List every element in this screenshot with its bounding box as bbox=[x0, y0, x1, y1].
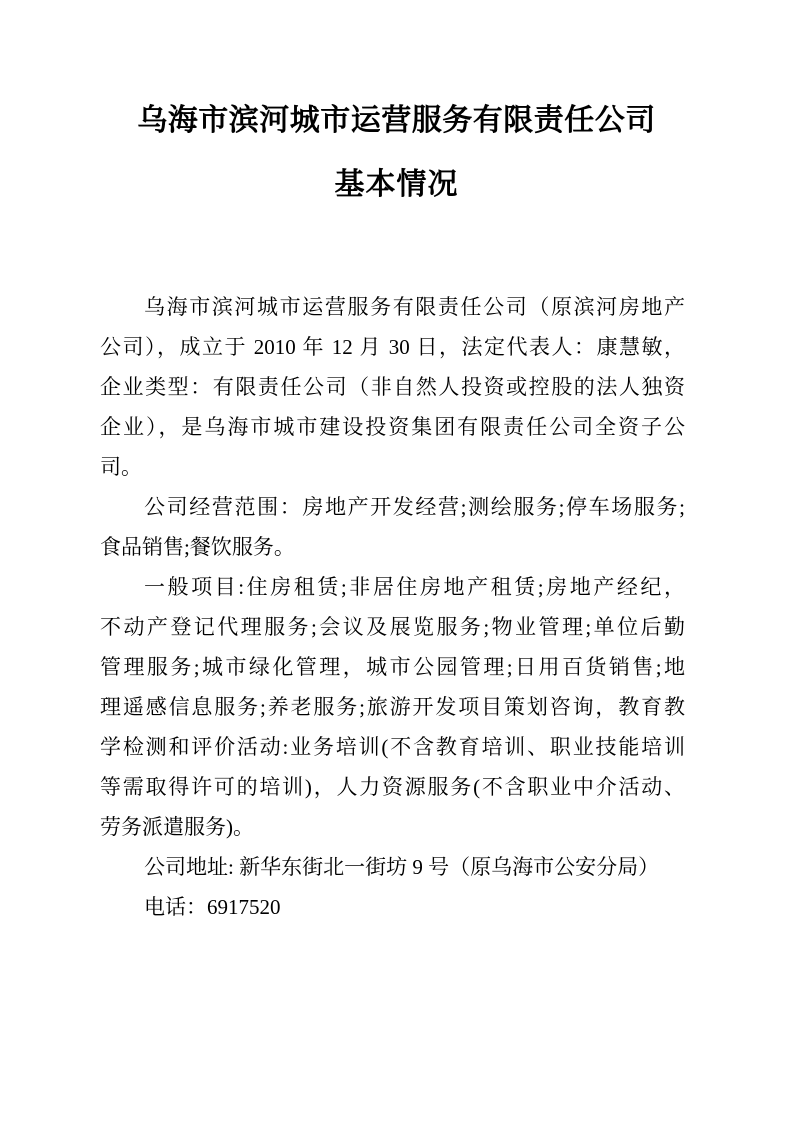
paragraph-intro bbox=[100, 287, 685, 487]
paragraph-address bbox=[100, 847, 685, 887]
text-line: 管理服务;城市绿化管理，城市公园管理;日用百货销售;地 bbox=[100, 655, 685, 679]
text-line: 劳务派遣服务)。 bbox=[100, 815, 254, 839]
text-line: 乌海市滨河城市运营服务有限责任公司（原滨河房地产 bbox=[144, 295, 685, 319]
document-body bbox=[100, 287, 685, 927]
text-line: 公司经营范围：房地产开发经营;测绘服务;停车场服务; bbox=[144, 495, 685, 519]
text-line: 等需取得许可的培训)，人力资源服务(不含职业中介活动、 bbox=[100, 775, 685, 799]
text-line: 司。 bbox=[100, 455, 142, 479]
text-line: 不动产登记代理服务;会议及展览服务;物业管理;单位后勤 bbox=[100, 615, 685, 639]
text-line: 公司），成立于 2010 年 12 月 30 日，法定代表人：康慧敏， bbox=[100, 335, 685, 359]
company-address-line: 公司地址: 新华东街北一街坊 9 号（原乌海市公安分局） bbox=[144, 855, 660, 879]
text-line: 企业），是乌海市城市建设投资集团有限责任公司全资子公 bbox=[100, 415, 685, 439]
paragraph-phone bbox=[100, 887, 685, 927]
text-line: 企业类型：有限责任公司（非自然人投资或控股的法人独资 bbox=[100, 375, 685, 399]
company-phone-line: 电话：6917520 bbox=[144, 895, 281, 919]
text-line: 理遥感信息服务;养老服务;旅游开发项目策划咨询，教育教 bbox=[100, 695, 685, 719]
paragraph-general-projects bbox=[100, 567, 685, 847]
text-line: 学检测和评价活动:业务培训(不含教育培训、职业技能培训 bbox=[100, 735, 685, 759]
text-line: 一般项目:住房租赁;非居住房地产租赁;房地产经纪， bbox=[144, 575, 685, 599]
text-line: 食品销售;餐饮服务。 bbox=[100, 535, 295, 559]
paragraph-business-scope bbox=[100, 487, 685, 567]
page-title: 乌海市滨河城市运营服务有限责任公司 bbox=[137, 104, 656, 137]
page-subtitle: 基本情况 bbox=[334, 168, 459, 201]
